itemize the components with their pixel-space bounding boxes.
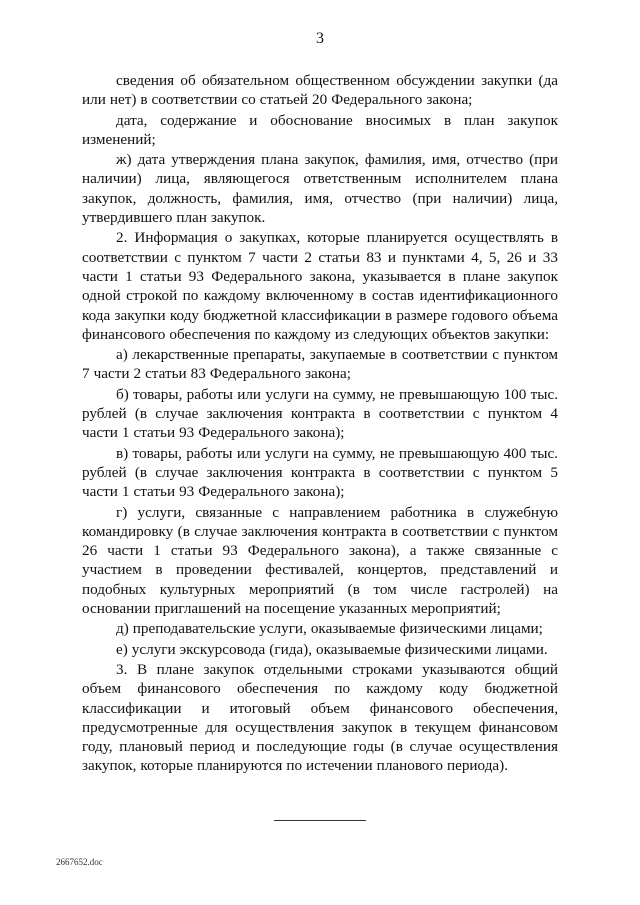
- paragraph-section-2: 2. Информация о закупках, которые планируется осуществлять в соответствии с пунктом 7 части 2 статьи 83 и пунктами 4, 5, 26 и 33 части 1 статьи 93 Федерального закона, указывается в плане закупок одной строкой по каждому включенному в состав идентификационного кода закупки коду бюджетной классификации в размере годового объема финансового обеспечения по каждому из следующих объектов закупки:: [82, 229, 558, 343]
- end-divider: [274, 820, 366, 821]
- paragraph-item-b: б) товары, работы или услуги на сумму, не превышающую 100 тыс. рублей (в случае заключения контракта в соответствии с пунктом 4 части 1 статьи 93 Федерального закона);: [82, 385, 558, 442]
- document-body: [82, 71, 558, 776]
- paragraph-item-d: д) преподавательские услуги, оказываемые физическими лицами;: [116, 620, 543, 638]
- paragraph-item-a: а) лекарственные препараты, закупаемые в соответствии с пунктом 7 части 2 статьи 83 Федерального закона;: [82, 346, 558, 383]
- paragraph-public-discussion: сведения об обязательном общественном обсуждении закупки (да или нет) в соответствии со статьей 20 Федерального закона;: [82, 72, 558, 109]
- paragraph-plan-changes: дата, содержание и обоснование вносимых в план закупок изменений;: [82, 111, 558, 148]
- paragraph-item-zh: ж) дата утверждения плана закупок, фамилия, имя, отчество (при наличии) лица, являющегося ответственным исполнителем плана закупок, должность, фамилия, имя, отчество (при наличии) лица, утвердившего план закупок.: [82, 151, 558, 227]
- paragraph-item-g: г) услуги, связанные с направлением работника в служебную командировку (в случае заключения контракта в соответствии с пунктом 26 части 1 статьи 93 Федерального закона), а также связанные с участием в проведении фестивалей, концертов, представлений и подобных культурных мероприятий (в том числе гастролей) на основании приглашений на посещение указанных мероприятий;: [82, 503, 558, 618]
- paragraph-section-3: 3. В плане закупок отдельными строками указываются общий объем финансового обеспечения по каждому коду бюджетной классификации и итоговый объем финансового обеспечения, предусмотренные для осуществления закупок в текущем финансовом году, плановый период и последующие годы (в случае осуществления закупок, которые планируются по истечении планового периода).: [82, 660, 558, 775]
- page-number: 3: [316, 30, 324, 47]
- paragraph-item-v: в) товары, работы или услуги на сумму, не превышающую 400 тыс. рублей (в случае заключения контракта в соответствии с пунктом 5 части 1 статьи 93 Федерального закона);: [82, 444, 558, 501]
- document-id: 2667652.doc: [56, 857, 103, 867]
- paragraph-item-e: е) услуги экскурсовода (гида), оказываемые физическими лицами.: [116, 640, 548, 658]
